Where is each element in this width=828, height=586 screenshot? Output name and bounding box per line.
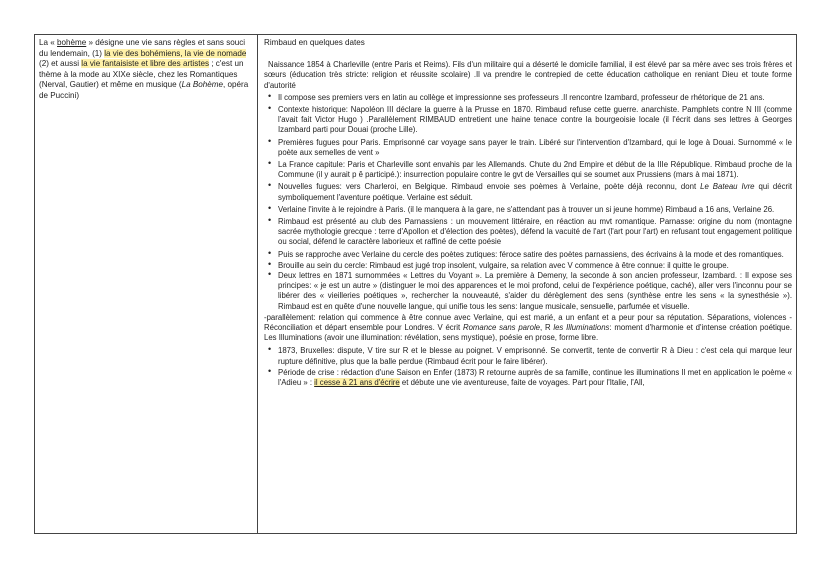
bateau-ivre-title: Le Bateau Ivre (700, 182, 755, 192)
list-item: • Brouille au sein du cercle: Rimbaud est jugé trop insolent, vulgaire, sa relation avec V commence à être connue: il quitte le groupe. (278, 261, 792, 271)
list-item: • Rimbaud est présenté au club des Parnassiens : un mouvement littéraire, en réaction au mvt romantique. Parnasse: origine du nom (montagne sacrée mythologie grecque : terre d'Apollon et d'élection des poètes), défend la vacuité de l'art (l'art pour l'art) en refusant tout engagement politique ou social, défend le caractère laborieux et raffiné de cette poésie (278, 217, 792, 248)
text: La « (39, 38, 58, 47)
section-title: Rimbaud en quelques dates (264, 38, 365, 47)
timeline-list-2 (264, 346, 792, 388)
boheme-word: bohème (57, 38, 87, 47)
list-item: • Puis se rapproche avec Verlaine du cercle des poètes zutiques: féroce satire des poètes parnassiens, des écrivains à la mode et des romantiques. (278, 250, 792, 260)
text: Période de crise : rédaction d'une Saison en Enfer (1873) R retourne auprès de sa famille, continue les illuminations Il met en application le poème « l'Adieu » : (278, 367, 792, 388)
illuminations-title: les Illuminations (553, 323, 610, 333)
definition-cell (35, 35, 258, 533)
text: (2) et aussi (39, 59, 82, 69)
text: et débute une vie aventureuse, faite de voyages. Part pour l'Italie, l'All, (399, 378, 645, 388)
list-item (278, 368, 792, 388)
intro-paragraph: Naissance 1854 à Charleville (entre Paris et Reims). Fils d'un militaire qui a déserté le domicile familial, il est élevé par sa mère avec ses trois frères et sœurs (éducation très stricte: religion et réussite scolaire) .Il va prendre le contrepied de cette éducation catholique en reniant Dieu et toute forme d'autorité (264, 60, 792, 90)
text: , opéra de Puccini) (39, 80, 249, 100)
list-item: • 1873, Bruxelles: dispute, V tire sur R et le blesse au poignet. V emprisonné. Se convertit, tente de convertir R à Dieu : c'est cela qui marque leur rupture définitive, plus que la balle perdue (Rimbaud écrit pour le faire libérer). (278, 346, 792, 366)
timeline-cell (258, 35, 796, 533)
text: ; c'est un thème à la mode au XIXe siècle, chez les Romantiques (Nerval, Gautier) et même en musique ( (39, 59, 244, 90)
list-item: • Contexte historique: Napoléon III déclare la guerre à la Prusse en 1870. Rimbaud refuse cette guerre. anarchiste. Pamphlets contre N III (comme l'avait fait Victor Hugo ) .Parallèlement RIMBAUD entretient une haine tenace contre la bourgeoisie locale (il l'écrit dans ses lettres à Georges Izambard parti pour Douai (proche Lille). (278, 105, 792, 136)
text: , R (540, 323, 554, 333)
boheme-definition (39, 38, 253, 102)
text: -parallèlement: relation qui commence à être connue avec Verlaine, qui est marié, a un enfant et a peur pour sa réputation. Séparations, violences - Réconciliation et départ ensemble pour Londres. V écrit (264, 312, 792, 333)
list-item: • Deux lettres en 1871 surnommées « Lettres du Voyant ». La première à Demeny, la seconde à son ancien professeur, Izambard. : Il expose ses principes: « je est un autre » (distinguer le moi des apparences et le moi profond, celui de l'expérience poétique, caché), aller vers l'inconnu pour se libérer des « vieilleries poétiques », rechercher la nouveauté, s'aider du dérèglement des sens (synthèse entre les sens « la synesthésie »). Rimbaud est en quête d'une nouvelle langue, qui unifie tous les sens: langue musicale, sensuelle, parfumée et visuelle. (278, 271, 792, 312)
timeline-list (264, 93, 792, 312)
text: Nouvelles fugues: vers Charleroi, en Belgique. Rimbaud envoie ses poèmes à Verlaine, poète déjà reconnu, dont (278, 182, 701, 192)
highlight-cesse-ecrire: il cesse à 21 ans d'écrire (314, 378, 400, 388)
list-item (278, 182, 792, 202)
parallel-paragraph (264, 313, 792, 344)
text: : moment d'harmonie et d'intense création poétique. Les Illuminations (avoir une illumination: révélation, sens mystique), poésie en prose, forme libre. (264, 323, 792, 343)
opera-title: La Bohème (181, 80, 223, 90)
list-item: • Verlaine l'invite à le rejoindre à Paris. (il le manquera à la gare, ne s'attendant pas à trouver un si jeune homme) Rimbaud a 16 ans, Verlaine 26. (278, 205, 792, 215)
document-table (34, 34, 797, 534)
text: » désigne une vie sans règles et sans souci du lendemain, (1) (39, 38, 246, 58)
text: qui décrit symboliquement l'aventure poétique. Verlaine est séduit. (278, 182, 792, 202)
list-item: • Premières fugues pour Paris. Emprisonné car voyage sans payer le train. Libéré sur l'intervention d'Izambard, qui le loge à Douai. Surnommé « le poète aux semelles de vent » (278, 138, 792, 158)
list-item: • Il compose ses premiers vers en latin au collège et impressionne ses professeurs .Il rencontre Izambard, professeur de rhétorique de 21 ans. (278, 93, 792, 103)
highlight-artistes: la vie fantaisiste et libre des artistes (81, 59, 210, 69)
romance-title: Romance sans parole (462, 323, 541, 333)
highlight-nomade: la vie des bohémiens, la vie de nomade (104, 48, 247, 58)
list-item: • La France capitule: Paris et Charleville sont envahis par les Allemands. Chute du 2nd Empire et début de la IIIe République. Rimbaud proche de la Commune (il y aurait p ê participé.): insurrection populaire contre le gvt de Versailles qui se soumet aux Prussiens (mars à mai 1871). (278, 160, 792, 180)
